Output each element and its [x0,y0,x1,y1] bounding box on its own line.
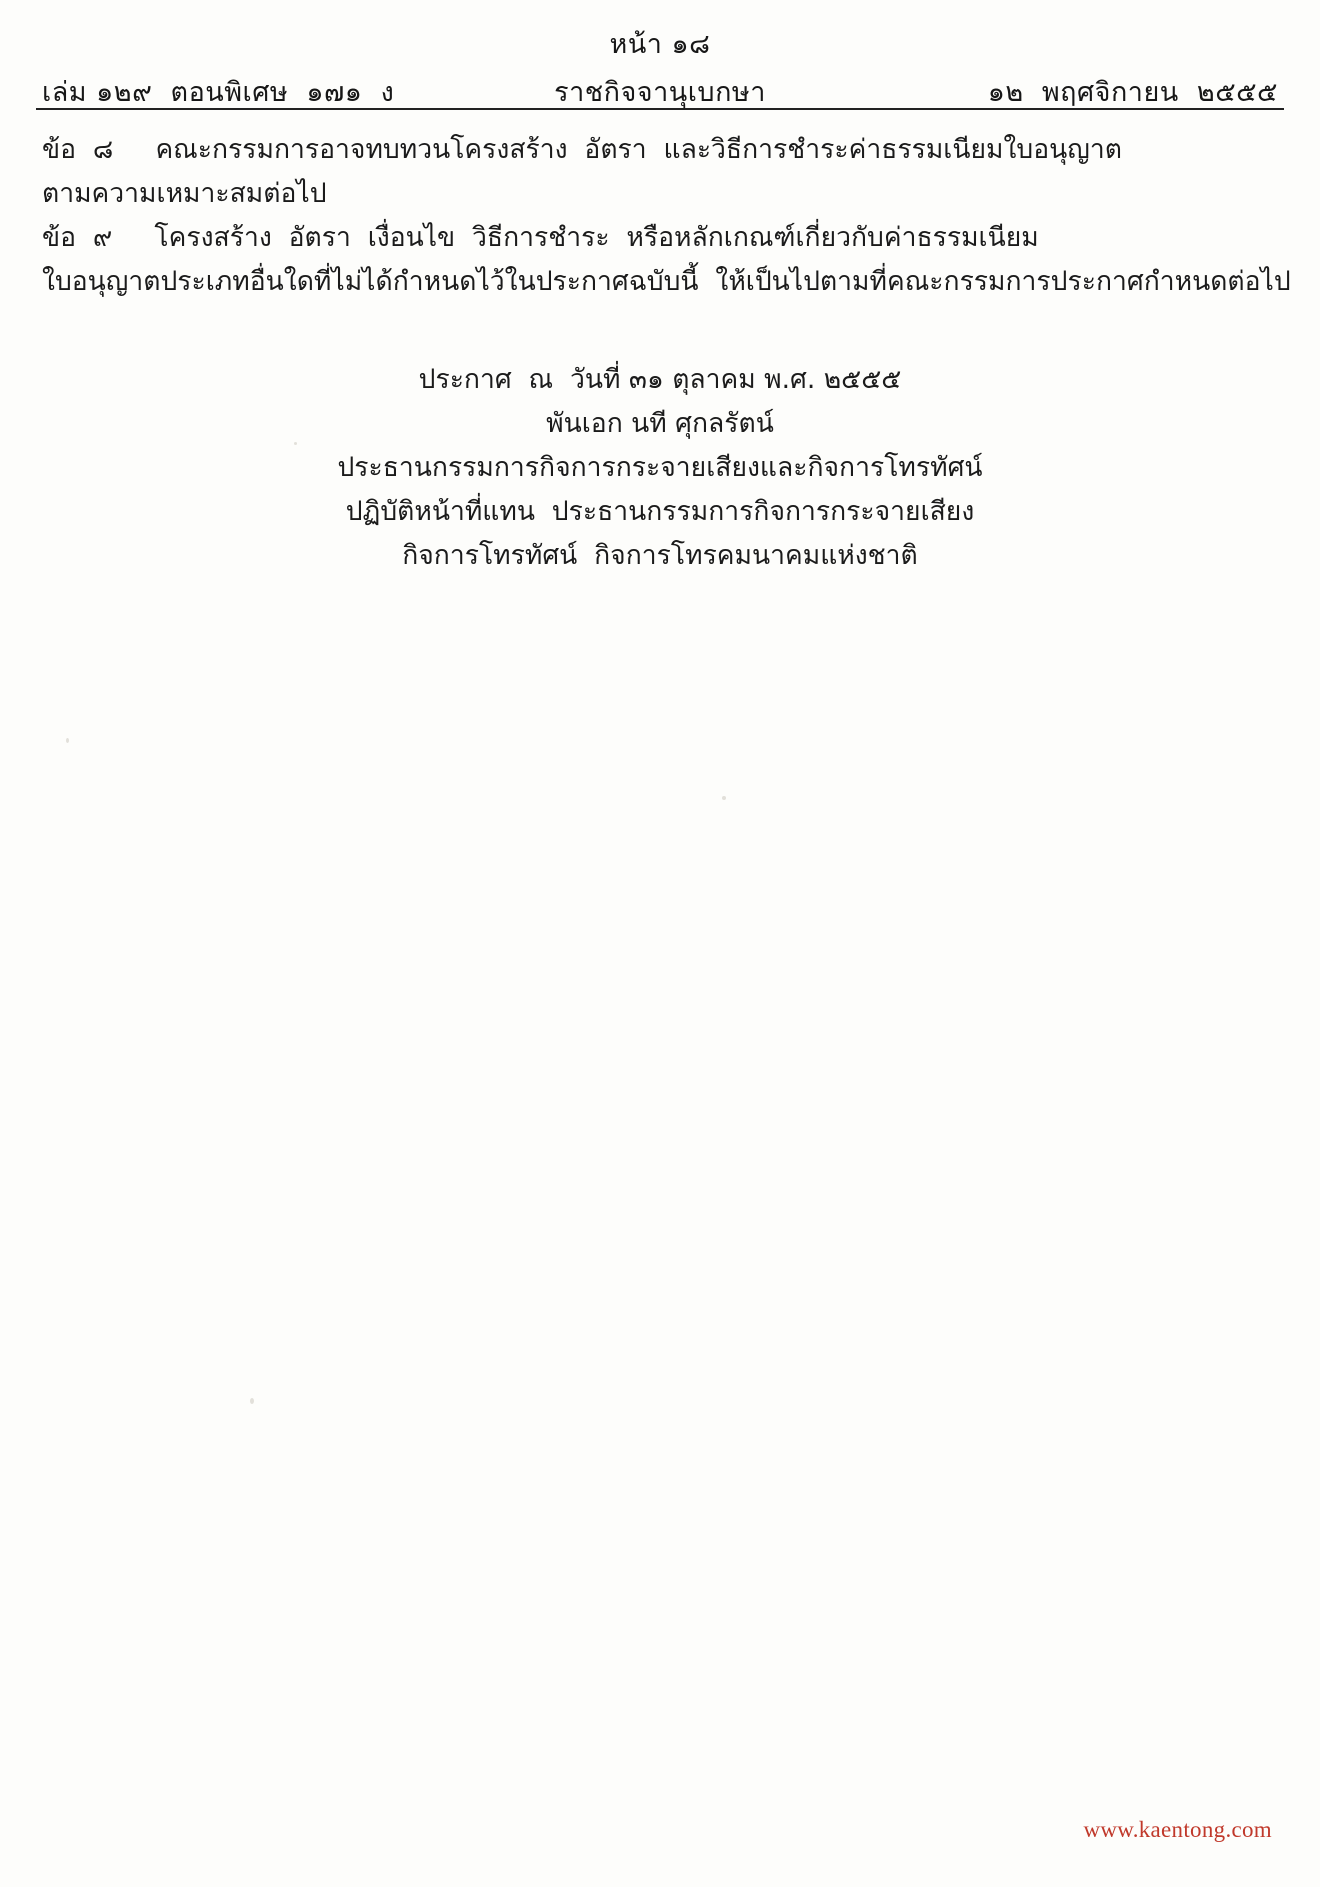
signatory-name: พันเอก นที ศุกลรัตน์ [546,408,774,439]
clause-8-paragraph [42,128,1278,216]
header-page-number: หน้า ๑๘ [609,29,711,60]
clause-9-line-1: ข้อ ๙ โครงสร้าง อัตรา เงื่อนไข วิธีการชำระ หรือหลักเกณฑ์เกี่ยวกับค่าธรรมเนียม [42,222,1039,253]
scan-speckle [66,738,69,743]
header-publication-date: ๑๒ พฤศจิกายน ๒๕๕๕ [987,77,1278,108]
clause-9-paragraph [42,216,1291,304]
signature-block [42,358,1278,578]
signatory-title-line-2: ปฏิบัติหน้าที่แทน ประธานกรรมการกิจการกระจายเสียง [345,496,975,527]
header-volume-info: เล่ม ๑๒๙ ตอนพิเศษ ๑๗๑ ง [42,77,395,108]
header-gazette-title: ราชกิจจานุเบกษา [554,77,766,108]
clause-8-line-1: ข้อ ๘ คณะกรรมการอาจทบทวนโครงสร้าง อัตรา และวิธีการชำระค่าธรรมเนียมใบอนุญาต [42,134,1122,165]
scan-speckle [294,442,297,445]
announcement-date: ประกาศ ณ วันที่ ๓๑ ตุลาคม พ.ศ. ๒๕๕๕ [418,364,902,395]
signatory-title-line-3: กิจการโทรทัศน์ กิจการโทรคมนาคมแห่งชาติ [402,540,918,571]
header-divider [36,108,1284,110]
header-meta-row [42,70,1278,113]
clause-9-line-2: ใบอนุญาตประเภทอื่นใดที่ไม่ได้กำหนดไว้ในประกาศฉบับนี้ ให้เป็นไปตามที่คณะกรรมการประกาศกำหนดต่อไป [42,266,1291,297]
signatory-title-line-1: ประธานกรรมการกิจการกระจายเสียงและกิจการโทรทัศน์ [337,452,983,483]
scan-speckle [722,796,726,800]
source-website-url: www.kaentong.com [1083,1817,1272,1842]
page-header [0,22,1320,108]
clause-8-line-2: ตามความเหมาะสมต่อไป [42,178,327,209]
document-body [42,128,1291,578]
scan-speckle [250,1398,254,1404]
